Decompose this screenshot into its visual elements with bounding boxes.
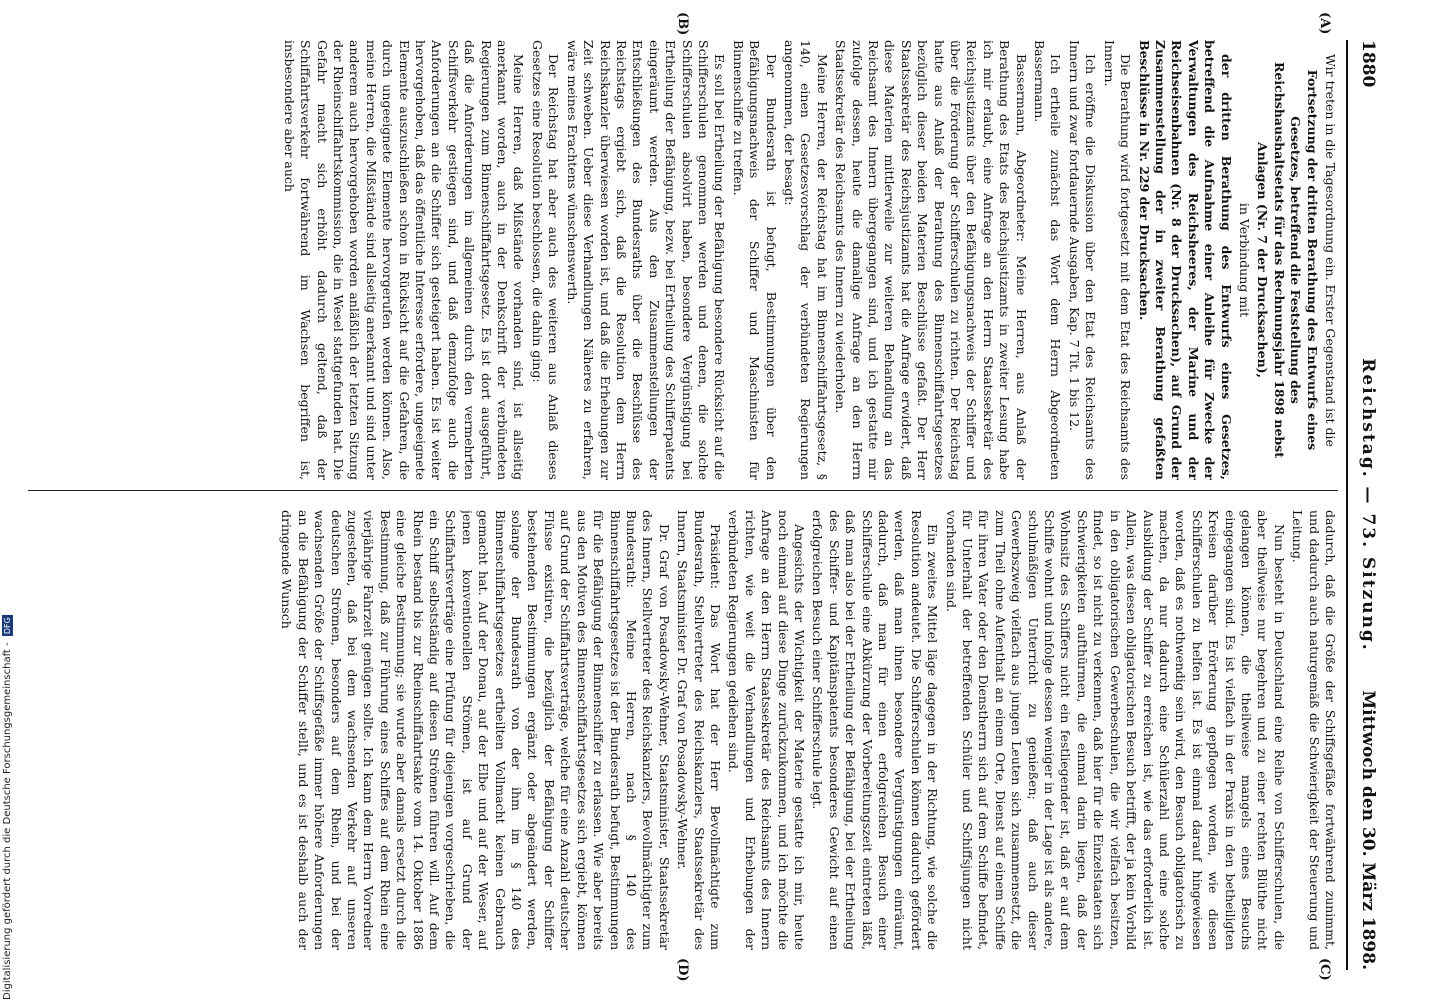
margin-marker-d: (D) — [675, 958, 690, 982]
paragraph: Ich ertheile zunächst das Wort dem Herrn Abgeordneten Bassermann. — [1032, 40, 1064, 480]
paragraph: Ein zweites Mittel läge dagegen in der Richtung, wie solche die Resolution andeutet. Die Schifferschulen können dadurch gefördert werden, daß man ihnen besondere Vergünstigungen einräumt, dadurch, daß man für einen erfolgreichen Besuch einer Schifferschule eine Abkürzung der Vorbereitungszeit eintreten läßt, daß man also bei der Ertheilung der Befähigung, bei der Ertheilung des Schiffer- und Kapitänspatents besonderes Gewicht auf einen erfolgreichen Besuch einer Schifferschule legt. — [810, 510, 941, 950]
margin-marker-b: (B) — [675, 12, 690, 36]
paragraph: Bassermann, Abgeordneter: Meine Herren, aus Anlaß der Berathung des Etats des Reichsjustizamts in zweiter Lesung habe ich mir erlaubt, eine Anfrage an den Herrn Staatssekretär des Reichsjustizamts über den Befähigungsnachweis der Schiffer und über die Förderung der Schifferschulen zu richten. Der Reichstag hatte aus Anlaß der Berathung des Binnenschiffahrtsgesetzes bezüglich dieser beiden Materien Beschlüsse gefaßt. Der Herr Staatssekretär des Reichsjustizamts hat die Anfrage erwidert, daß diese Materien mittlerweile zur weiteren Behandlung an das Reichsamt des Innern übergegangen sind, und ich gestatte mir zufolge dessen, heute die damalige Anfrage an den Herrn Staatssekretär des Reichsamts des Innern zu wiederholen. — [833, 40, 1029, 480]
page-title: Reichstag. — 73. Sitzung. — [1358, 358, 1378, 652]
paragraph: Ich eröffne die Diskussion über den Etat des Reichsamts des Innern und zwar fortdauernde Ausgaben, Kap. 7 Tit. 1 bis 12. — [1066, 40, 1099, 480]
dfg-logo: DFG — [3, 617, 12, 635]
margin-marker-a: (A) — [1317, 12, 1332, 35]
paragraph: Der Reichstag hat aber auch des weiteren aus Anlaß dieses Gesetzes eine Resolution beschlossen, die dahin ging: — [529, 40, 562, 480]
paragraph: in Verbindung mit — [1236, 202, 1252, 318]
left-column — [28, 40, 1338, 480]
page-header — [1348, 40, 1384, 970]
paragraph: Der Bundesrath ist befugt, Bestimmungen über den Befähigungsnachweis der Schiffer und Maschinisten für Binnenschiffe zu treffen. — [730, 40, 779, 480]
paragraph: Die Berathung wird fortgesetzt mit dem Etat des Reichsamts des Innern. — [1101, 40, 1134, 480]
page-number: 1880 — [1358, 40, 1378, 88]
footer-text: Digitalisierung gefördert durch die Deutsche Forschungsgemeinschaft - — [2, 642, 13, 1000]
right-column — [28, 510, 1338, 950]
session-date: Mittwoch den 30. März 1898. — [1358, 690, 1378, 970]
header-rule — [1346, 40, 1348, 970]
paragraph: der dritten Berathung des Entwurfs eines Gesetzes, betreffend die Aufnahme einer Anleihe für Zwecke der Verwaltungen des Reichsheeres, der Marine und der Reichseisenbahnen (Nr. 8 der Drucksachen), auf Grund der Zusammenstellung der in zweiter Berathung gefaßten Beschlüsse in Nr. 229 der Drucksachen. — [1136, 40, 1234, 480]
paragraph: Meine Herren, der Reichstag hat im Binnenschiffahrtsgesetz, § 140, einen Gesetzesvorschlag der verbündeten Regierungen angenommen, der besagt: — [782, 40, 830, 480]
paragraph: Wir treten in die Tagesordnung ein. Erster Gegenstand ist die — [1323, 54, 1338, 447]
paragraph: Es soll bei Ertheilung der Befähigung besondere Rücksicht auf die Schifferschulen genommen werden und denen, die solche Schifferschulen absolvirt haben, besondere Vergünstigung bei Ertheilung der Befähigung, bezw. bei Ertheilung des Schifferpatents eingeräumt werden. Aus den Zusammenstellungen der Entschließungen des Bundesraths über die Beschlüsse des Reichstags ergiebt sich, daß die Resolution dem Herrn Reichskanzler überwiesen worden ist, und daß die Erhebungen zur Zeit schweben. Ueber diese Verhandlungen Näheres zu erfahren, wäre meines Erachtens wünschenswerth. — [564, 40, 728, 480]
page — [10, 0, 1390, 990]
paragraph: Nun besteht in Deutschland eine Reihe von Schifferschulen, die aber theilweise nur begehren und zu einer rechten Blüthe nicht gelangen können, die theilweise mangels eines Besuchs eingegangen sind. Es ist vielfach in der Praxis in den betheiligten Kreisen darüber Erörterung gepflogen worden, wie diesen Schifferschulen zu helfen ist. Es ist einmal darauf hingewiesen worden, daß es nothwendig sein wird, den Besuch obligatorisch zu machen, da nur dadurch eine Schülerzahl und eine solche Ausbildung der Schiffer zu erreichen ist, wie das erforderlich ist. Allein, was diesen obligatorischen Besuch betrifft, der ja kein Vorbild in den obligatorischen Gewerbeschulen, die wir vielfach besitzen, findet, so ist nicht zu verkennen, daß hier für die Einzelstaaten sich Schwierigkeiten aufthürmen, die einmal darin liegen, daß der Wohnsitz des Schiffers nicht ein festliegender ist, daß er auf dem Schiffe wohnt und infolge dessen weniger in der Lage ist als andere, schulmäßigen Unterricht zu genießen; daß auch dieser Gewerbszweig vielfach aus jungen Leuten sich zusammensetzt, die zum Theil ohne Aufenthalt an einem Orte, Dienst auf einem Schiffe für ihren Vater oder den Dienstherrn sich auf dem Schiffe befindet, für Unterhalt der betreffenden Schüler und Schiffsjungen nicht vorhanden sind. — [943, 510, 1287, 950]
paragraph: Angesichts der Wichtigkeit der Materie gestatte ich mir, heute noch einmal auf diese Dinge zurückzukommen, und ich möchte die Anfrage an den Herrn Staatssekretär des Reichsamts des Innern richten, wie weit die Verhandlungen und Erhebungen der verbündeten Regierungen gediehen sind. — [726, 510, 807, 950]
paragraph: Präsident: Das Wort hat der Herr Bevollmächtigte zum Bundesrath, Stellvertreter des Reichskanzlers, Staatssekretär des Innern, Staatsminister Dr. Graf von Posadowsky-Wehner. — [675, 510, 723, 950]
paragraph: Fortsetzung der dritten Berathung des Entwurfs eines Gesetzes, betreffend die Feststellung des Reichshaushaltsetats für das Rechnungsjahr 1898 nebst Anlagen (Nr. 7 der Drucksachen), — [1255, 62, 1320, 458]
paragraph: Dr. Graf von Posadowsky-Wehner, Staatsminister, Staatssekretär des Innern, Stellvertreter des Reichskanzlers, Bevollmächtigter zum Bundesrath: Meine Herren, nach § 140 des Binnenschiffahrtsgesetzes ist der Bundesrath befugt, Bestimmungen für die Befähigung der Binnenschiffer zu erlassen. Wie aber bereits aus den Motiven des Binnenschiffahrtsgesetzes sich ergiebt, können auf Grund der Schiffahrtsverträge, welche für eine Anzahl deutscher Flüsse existiren, die bezüglich der Befähigung der Schiffer bestehenden Bestimmungen ergänzt oder abgeändert werden, solange der Bundesrath von der ihm im § 140 des Binnenschiffahrtsgesetzes ertheilten Vollmacht keinen Gebrauch gemacht hat. Auf der Donau, auf der Elbe und auf der Weser, auf jenen konventionellen Strömen, ist auf Grund der Schiffahrtsverträge eine Prüfung für diejenigen vorgeschrieben, die ein Schiff selbstständig auf diesen Strömen führen will. Auf dem Rhein bestand bis zur Rheinschiffahrtsakte vom 14. Oktober 1886 eine gleiche Bestimmung; sie wurde aber damals ersetzt durch die Bestimmung, daß zur Führung eines Schiffes auf dem Rhein eine vierjährige Fahrzeit genügen sollte. Ich kann dem Herrn Vorredner zugestehen, daß bei dem wachsenden Verkehr auf unseren deutschen Strömen, besonders auf dem Rhein, und bei der wachsenden Größe der Schiffsgefäße immer höhere Anforderungen an die Befähigung der Schiffer stellt, und es ist deshalb auch der dringende Wunsch — [279, 510, 672, 950]
margin-marker-c: (C) — [1317, 958, 1332, 981]
paragraph: Meine Herren, daß Mißstände vorhanden sind, ist allseitig anerkannt worden, auch in der Denkschrift der verbündeten Regierungen zum Binnenschiffahrtsgesetz. Es ist dort ausgeführt, daß die Anforderungen im allgemeinen durch den vermehrten Schiffsverkehr gestiegen sind, und daß demzufolge auch die Anforderungen an die Schiffer sich gesteigert haben. Es ist weiter hervorgehoben, daß das öffentliche Interesse erfordere, ungeeignete Elemente auszuschließen schon in Rücksicht auf die Gefahren, die durch ungeeignete Elemente hervorgerufen werden können. Also, meine Herren, die Mißstände sind allseitig anerkannt und sind unter anderem auch hervorgehoben worden anläßlich der letzten Sitzung der Rheinschiffahrtskommission, die in Wesel stattgefunden hat. Die Gefahr macht sich erhöht dadurch geltend, daß der Schiffahrtsverkehr fortwährend im Wachsen begriffen ist, insbesondere aber auch — [281, 40, 527, 480]
column-divider — [28, 490, 1338, 491]
paragraph: dadurch, daß die Größe der Schiffsgefäße fortwährend zunimmt, und dadurch auch naturgemäß die Schwierigkeit der Steuerung und Leitung. — [1290, 510, 1338, 950]
